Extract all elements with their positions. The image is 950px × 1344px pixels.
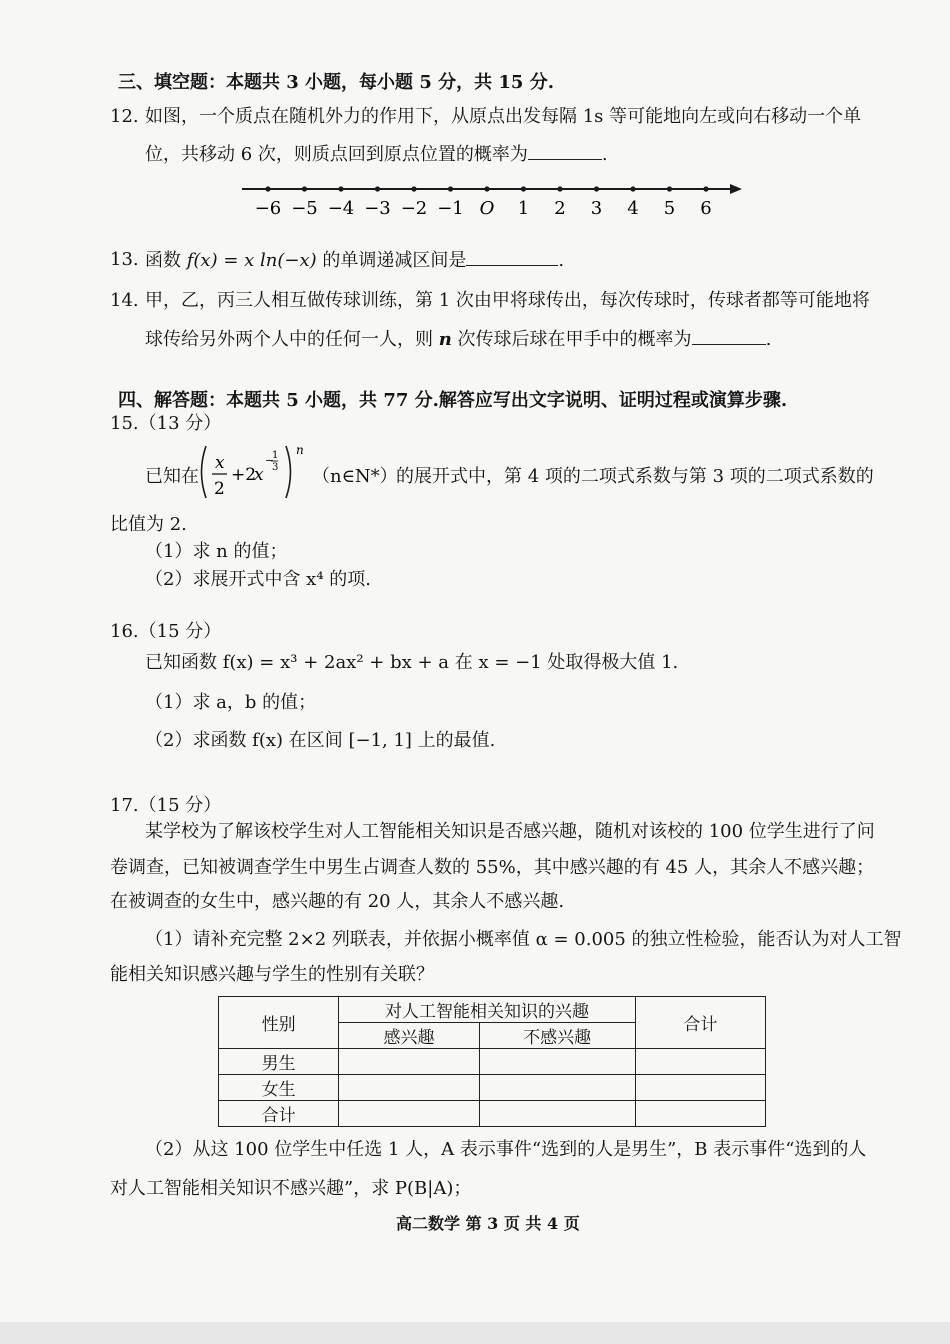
svg-text:1: 1 [272, 450, 279, 461]
table-header-gender: 性别 [219, 997, 339, 1049]
table-header-interested: 感兴趣 [339, 1023, 479, 1049]
table-cell [479, 1075, 635, 1101]
scan-edge [0, 1322, 950, 1344]
table-row-female [219, 1075, 766, 1101]
q13-end: . [558, 250, 565, 271]
number-line-label: 6 [700, 198, 712, 219]
q17-line3: 在被调查的女生中，感兴趣的有 20 人，其余人不感兴趣. [110, 891, 565, 912]
q14-line2-b: 次传球后球在甲手中的概率为 [451, 329, 692, 350]
q13-number: 13. [110, 249, 139, 270]
q16-number: 16.（15 分） [110, 621, 222, 642]
q15-lead: 已知在 [145, 466, 199, 487]
number-line-label: O [479, 198, 495, 219]
svg-text:n: n [296, 443, 304, 457]
number-line-label: 3 [590, 198, 603, 219]
q16-part1: （1）求 a，b 的值； [145, 692, 317, 713]
q14-line2-a: 球传给另外两个人中的任何一人，则 [145, 329, 439, 350]
number-line-ticks [255, 186, 712, 219]
number-line-point [594, 186, 599, 191]
svg-text:3: 3 [272, 462, 279, 473]
table-header-not-interested: 不感兴趣 [479, 1023, 635, 1049]
number-line-label: 5 [663, 198, 676, 219]
q13-suffix: 的单调递减区间是 [316, 250, 467, 271]
number-line-label: −2 [400, 198, 428, 219]
number-line-label: −1 [437, 198, 464, 219]
table-row-total [219, 1101, 766, 1127]
number-line-point [667, 186, 672, 191]
number-line-label: 1 [517, 198, 530, 219]
number-line-point [448, 186, 453, 191]
q17-part2-b: 对人工智能相关知识不感兴趣”，求 P(B|A)； [110, 1178, 472, 1199]
q13-function: f(x) = x ln(−x) [186, 250, 317, 271]
number-line-label: −5 [291, 198, 318, 219]
table-row-label: 男生 [219, 1049, 339, 1075]
number-line-label: −4 [327, 198, 355, 219]
table-row-male [219, 1049, 766, 1075]
q14-line1: 甲，乙，丙三人相互做传球训练，第 1 次由甲将球传出，每次传球时，传球者都等可能地将 [145, 290, 870, 311]
number-line [230, 178, 750, 220]
number-line-point [411, 186, 416, 191]
number-line-point [375, 186, 380, 191]
section-4-header: 四、解答题：本题共 5 小题，共 77 分.解答应写出文字说明、证明过程或演算步骤. [118, 390, 788, 411]
q12-end: . [601, 144, 608, 165]
table-header-interest: 对人工智能相关知识的兴趣 [339, 997, 635, 1023]
q15-number: 15.（13 分） [110, 413, 222, 434]
table-cell [339, 1049, 479, 1075]
table-cell [479, 1101, 635, 1127]
q14-end: . [765, 329, 772, 350]
q12-answer-blank [528, 141, 602, 160]
q14-number: 14. [110, 290, 139, 311]
number-line-point [302, 186, 307, 191]
number-line-point [338, 186, 343, 191]
svg-text:−: − [265, 454, 275, 467]
number-line-point [265, 186, 270, 191]
svg-text:x: x [254, 465, 264, 485]
q17-line1: 某学校为了解该校学生对人工智能相关知识是否感兴趣，随机对该校的 100 位学生进行了问 [145, 821, 875, 842]
q17-number: 17.（15 分） [110, 795, 222, 816]
table-header-total: 合计 [635, 997, 765, 1049]
q12-number: 12. [110, 106, 139, 127]
number-line-point [703, 186, 708, 191]
svg-text:x: x [215, 453, 225, 473]
table-row-label: 合计 [219, 1101, 339, 1127]
number-line-arrow [730, 184, 742, 194]
number-line-label: −3 [364, 198, 391, 219]
number-line-label: 2 [554, 198, 566, 219]
table-cell [339, 1075, 479, 1101]
contingency-table [218, 996, 766, 1127]
q15-part2: （2）求展开式中含 x⁴ 的项. [145, 569, 371, 590]
page-footer: 高二数学 第 3 页 共 4 页 [396, 1214, 580, 1233]
table-cell [479, 1049, 635, 1075]
q17-part1-b: 能相关知识感兴趣与学生的性别有关联？ [110, 964, 434, 985]
number-line-point [484, 186, 489, 191]
q15-condition: （n∈N*） [312, 466, 398, 487]
q17-part2-a: （2）从这 100 位学生中任选 1 人，A 表示事件“选到的人是男生”，B 表示事件“选到的人 [145, 1139, 867, 1160]
q12-line2-text: 位，共移动 6 次，则质点回到原点位置的概率为 [145, 144, 528, 165]
q14-variable-n: n [438, 329, 452, 350]
q13-line [145, 247, 564, 274]
number-line-label: −6 [254, 198, 282, 219]
svg-text:+2: +2 [231, 465, 257, 485]
q17-part1-a: （1）请补充完整 2×2 列联表，并依据小概率值 α = 0.005 的独立性检验，能否认为对人工智 [145, 929, 902, 950]
q16-stem: 已知函数 f(x) = x³ + 2ax² + bx + a 在 x = −1 处取得极大值 1. [145, 652, 679, 673]
q16-part2: （2）求函数 f(x) 在区间 [−1, 1] 上的最值. [145, 730, 496, 751]
section-3-header: 三、填空题：本题共 3 小题，每小题 5 分，共 15 分. [118, 72, 554, 93]
q14-line2 [145, 326, 771, 353]
number-line-label: 4 [627, 198, 639, 219]
q12-line2 [145, 141, 608, 168]
q13-answer-blank [466, 247, 558, 266]
q15-part1: （1）求 n 的值； [145, 541, 288, 562]
svg-text:2: 2 [214, 479, 225, 499]
table-row-label: 女生 [219, 1075, 339, 1101]
number-line-point [630, 186, 635, 191]
q15-binomial-expression [196, 440, 308, 504]
q13-prefix: 函数 [145, 250, 187, 271]
table-cell [635, 1049, 765, 1075]
q15-stem: 的展开式中，第 4 项的二项式系数与第 3 项的二项式系数的 [396, 466, 874, 487]
q12-line1: 如图，一个质点在随机外力的作用下，从原点出发每隔 1s 等可能地向左或向右移动一个单 [145, 106, 862, 127]
q15-stem-cont: 比值为 2. [110, 514, 187, 535]
number-line-point [521, 186, 526, 191]
table-cell [635, 1075, 765, 1101]
table-cell [635, 1101, 765, 1127]
table-cell [339, 1101, 479, 1127]
q17-line2: 卷调查，已知被调查学生中男生占调查人数的 55%，其中感兴趣的有 45 人，其余人不感兴趣； [110, 857, 875, 878]
number-line-point [557, 186, 562, 191]
q14-answer-blank [692, 326, 766, 345]
